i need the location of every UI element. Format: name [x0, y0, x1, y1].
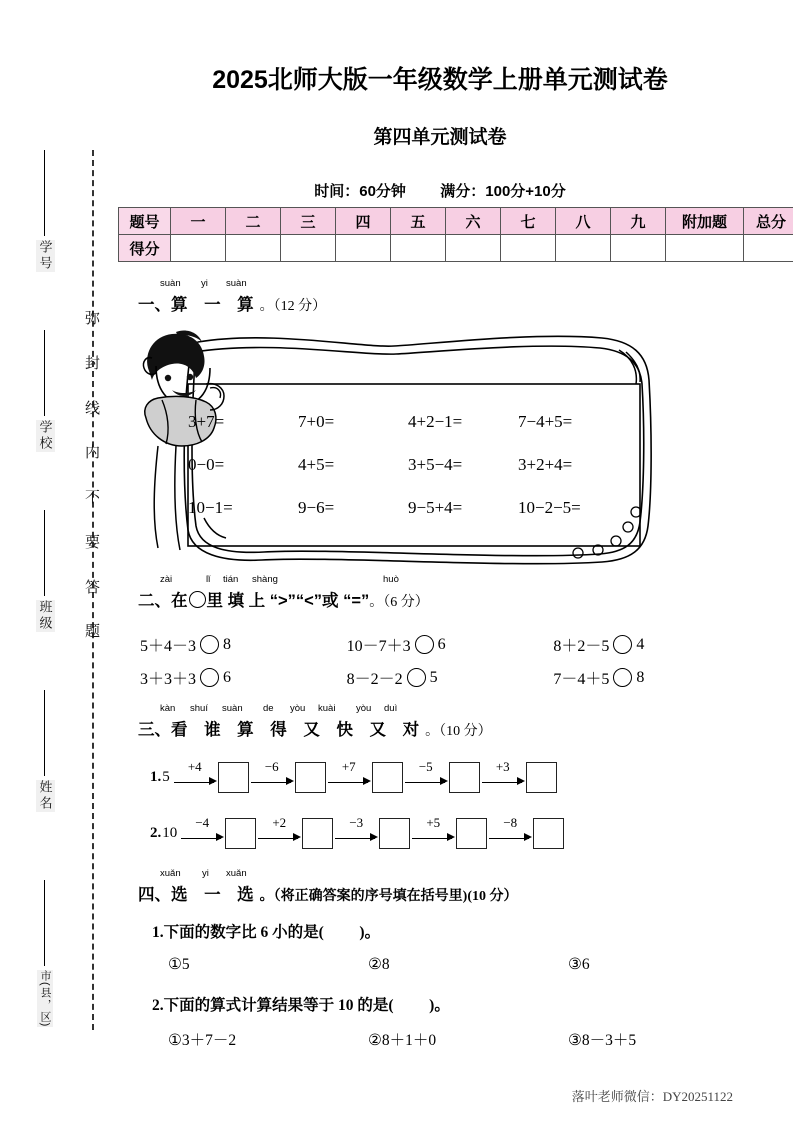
choice-option[interactable]: ③8－3＋5 — [568, 1032, 637, 1049]
section-number: 二、 — [138, 592, 171, 610]
section-number: 三、 — [138, 721, 171, 739]
score-cell[interactable] — [556, 235, 611, 262]
seal-char-4: 不 — [84, 489, 101, 506]
score-cell[interactable] — [281, 235, 336, 262]
score-table-col-6: 六 — [446, 208, 501, 235]
seal-field-student-id[interactable] — [22, 150, 68, 272]
section-title-text: 算 一 算 — [171, 296, 260, 314]
section-title-text: 选 一 选 — [171, 886, 260, 904]
exam-meta — [110, 180, 770, 201]
score-cell[interactable] — [446, 235, 501, 262]
chain-start-value: 5 — [162, 769, 170, 785]
pinyin-syllable: suàn — [226, 278, 247, 289]
arrow-head-icon — [363, 777, 371, 785]
pinyin-syllable: duì — [384, 703, 398, 714]
score-cell[interactable] — [666, 235, 744, 262]
chain-operation: +4 — [187, 758, 202, 774]
arrow-head-icon — [293, 833, 301, 841]
calc-problem[interactable]: 3+5−4= — [408, 454, 463, 474]
seal-field-label: 班级 — [37, 600, 53, 632]
section-number: 一、 — [138, 296, 171, 314]
score-table-col-2: 二 — [226, 208, 281, 235]
seal-char-5: 要 — [84, 533, 101, 551]
seal-field-label: 市(县，区) — [39, 970, 51, 1028]
pinyin-syllable: lǐ — [206, 574, 211, 585]
compare-right: 8 — [223, 635, 232, 653]
chain-arrow — [326, 758, 372, 793]
chain-operation: −6 — [264, 758, 279, 774]
pinyin-syllable: tián — [223, 574, 239, 585]
footer-watermark: 落叶老师微信：DY20251122 — [571, 1089, 733, 1104]
chain-answer-box[interactable] — [456, 818, 487, 849]
compare-left: 3＋3＋3 — [140, 671, 197, 688]
seal-char-0: 弥 — [84, 310, 101, 327]
calc-problem[interactable]: 0−0= — [188, 454, 225, 474]
chain-index: 1. — [150, 769, 162, 785]
seal-char-1: 封 — [84, 354, 101, 372]
chain-answer-box[interactable] — [379, 818, 410, 849]
compare-right: 6 — [437, 635, 446, 653]
pinyin-syllable: shuí — [190, 703, 208, 714]
score-table-col-1: 一 — [171, 208, 226, 235]
seal-field-label: 学校 — [37, 420, 53, 452]
calc-problem[interactable]: 4+5= — [298, 454, 335, 474]
seal-field-label: 学号 — [37, 240, 53, 272]
section-1-title — [138, 291, 326, 315]
chain-arrow — [487, 814, 533, 849]
chain-answer-box[interactable] — [449, 762, 480, 793]
answer-circle[interactable] — [613, 668, 632, 687]
score-cell[interactable] — [391, 235, 446, 262]
arrow-head-icon — [524, 833, 532, 841]
pinyin-syllable: yi — [201, 278, 208, 289]
chain-operation: −4 — [195, 814, 210, 830]
seal-char-7: 题 — [84, 623, 101, 641]
calc-problem[interactable]: 4+2−1= — [408, 411, 463, 431]
chain-arrow — [480, 758, 526, 793]
question-text-end: )。 — [429, 997, 450, 1014]
compare-right: 5 — [429, 668, 438, 686]
calc-problem[interactable]: 9−5+4= — [408, 498, 463, 518]
score-table — [118, 207, 793, 262]
choice-options-1 — [168, 955, 768, 974]
calc-problem-grid — [188, 400, 628, 530]
section-2-pinyin — [138, 574, 429, 587]
compare-left: 5＋4－3 — [140, 638, 197, 655]
section-4-pinyin — [138, 868, 518, 881]
chain-operation: +7 — [341, 758, 356, 774]
pinyin-syllable: yi — [202, 868, 209, 879]
calc-problem[interactable]: 3+2+4= — [518, 454, 573, 474]
section-1-heading — [138, 278, 326, 315]
seal-text-column — [78, 310, 108, 642]
chain-answer-box[interactable] — [533, 818, 564, 849]
calc-problem[interactable]: 7+0= — [298, 411, 335, 431]
arrow-head-icon — [286, 777, 294, 785]
seal-field-class[interactable] — [22, 510, 68, 632]
chain-arrow — [403, 758, 449, 793]
write-rule — [44, 150, 46, 236]
section-number: 四、 — [138, 886, 171, 904]
table-row-scores — [119, 235, 793, 262]
table-row-header — [119, 208, 793, 235]
section-3-heading — [138, 703, 492, 740]
section-points: 。（12 分） — [259, 299, 327, 314]
answer-circle[interactable] — [200, 668, 219, 687]
score-cell[interactable] — [171, 235, 226, 262]
section-3-pinyin — [138, 703, 492, 716]
page-subtitle: 第四单元测试卷 — [373, 127, 507, 148]
chain-arrow — [256, 814, 302, 849]
choice-option[interactable]: ②8＋1＋0 — [368, 1032, 437, 1049]
compare-problem[interactable] — [553, 633, 760, 656]
seal-field-school[interactable] — [22, 330, 68, 452]
chain-arrow — [172, 758, 218, 793]
chain-index: 2. — [150, 825, 162, 841]
score-cell[interactable] — [744, 235, 793, 262]
question-text: 下面的数字比 6 小的是( — [163, 924, 324, 941]
score-table-col-5: 五 — [391, 208, 446, 235]
write-rule — [44, 880, 46, 966]
compare-problem[interactable] — [347, 666, 554, 689]
arrow-head-icon — [216, 833, 224, 841]
compare-circle-icon — [189, 591, 206, 608]
seal-char-6: 答 — [84, 578, 101, 596]
score-table-col-bonus: 附加题 — [666, 208, 744, 235]
compare-problem-grid — [140, 633, 760, 689]
arrow-head-icon — [370, 833, 378, 841]
calc-problem[interactable]: 10−2−5= — [518, 498, 581, 518]
compare-right: 6 — [223, 668, 232, 686]
pinyin-syllable: yòu — [356, 703, 372, 714]
compare-problem[interactable] — [553, 666, 760, 689]
pinyin-syllable: xuǎn — [226, 868, 247, 879]
chain-operation: +2 — [272, 814, 287, 830]
section-4-title — [138, 881, 518, 905]
seal-field-label: 姓名 — [37, 780, 53, 812]
answer-circle[interactable] — [415, 635, 434, 654]
write-rule — [44, 330, 46, 416]
pinyin-syllable: kuài — [318, 703, 336, 714]
number-chain-1 — [150, 758, 557, 793]
chain-answer-box[interactable] — [302, 818, 333, 849]
question-text-end: )。 — [359, 924, 381, 941]
question-text: 下面的算式计算结果等于 10 的是( — [163, 997, 394, 1014]
pinyin-syllable: xuǎn — [160, 868, 181, 879]
calc-problem[interactable]: 10−1= — [188, 498, 233, 518]
score-table-col-8: 八 — [556, 208, 611, 235]
seal-field-name[interactable] — [22, 690, 68, 812]
number-chain-2 — [150, 814, 564, 849]
chain-answer-box[interactable] — [526, 762, 557, 793]
answer-circle[interactable] — [200, 635, 219, 654]
seal-char-2: 线 — [84, 399, 101, 417]
section-title-text-a: 在 — [171, 592, 188, 610]
arrow-head-icon — [440, 777, 448, 785]
calc-problem[interactable]: 9−6= — [298, 498, 335, 518]
chain-operation: +3 — [495, 758, 510, 774]
section-points: 。（6 分） — [369, 595, 429, 610]
page-title: 2025北师大版一年级数学上册单元测试卷 — [212, 66, 668, 94]
chain-start-value: 10 — [162, 825, 178, 841]
section-3-title — [138, 716, 492, 740]
section-points: 。（将正确答案的序号填在括号里)(10 分） — [259, 889, 518, 904]
answer-circle[interactable] — [407, 668, 426, 687]
section-4-heading — [138, 868, 518, 905]
score-table-row-label: 得分 — [119, 235, 171, 262]
chain-answer-box[interactable] — [372, 762, 403, 793]
question-index: 2. — [152, 997, 164, 1014]
arrow-head-icon — [209, 777, 217, 785]
seal-char-3: 内 — [84, 444, 101, 462]
chain-operation: +5 — [426, 814, 441, 830]
chain-operation: −3 — [349, 814, 364, 830]
score-table-row-label: 题号 — [119, 208, 171, 235]
seal-field-district[interactable] — [22, 880, 68, 1027]
question-index: 1. — [152, 924, 164, 941]
compare-left: 7－4＋5 — [553, 671, 610, 688]
score-table-col-7: 七 — [501, 208, 556, 235]
chain-arrow — [410, 814, 456, 849]
pinyin-syllable: shàng — [252, 574, 278, 585]
choice-option[interactable]: ②8 — [368, 956, 390, 973]
choice-options-2 — [168, 1028, 768, 1050]
compare-right: 8 — [636, 668, 645, 686]
chain-answer-box[interactable] — [225, 818, 256, 849]
seal-margin — [0, 0, 110, 1122]
calc-problem[interactable]: 3+7= — [188, 411, 225, 431]
compare-left: 8＋2－5 — [553, 638, 610, 655]
chain-answer-box[interactable] — [218, 762, 249, 793]
choice-option[interactable]: ①3＋7－2 — [168, 1032, 237, 1049]
compare-left: 8－2－2 — [346, 671, 403, 688]
pinyin-syllable: zài — [160, 574, 173, 585]
score-cell[interactable] — [336, 235, 391, 262]
compare-problem[interactable] — [140, 666, 347, 689]
arrow-head-icon — [517, 777, 525, 785]
choice-option[interactable]: ①5 — [168, 956, 190, 973]
pinyin-syllable: suàn — [160, 278, 181, 289]
chain-arrow — [179, 814, 225, 849]
pinyin-syllable: kàn — [160, 703, 176, 714]
chain-operation: −8 — [503, 814, 518, 830]
section-2-heading — [138, 574, 429, 611]
section-2-title — [138, 587, 429, 611]
pinyin-syllable: suàn — [222, 703, 243, 714]
score-cell[interactable] — [501, 235, 556, 262]
compare-problem[interactable] — [347, 633, 554, 656]
calc-problem[interactable]: 7−4+5= — [518, 411, 573, 431]
compare-right: 4 — [636, 635, 645, 653]
section-title-text-b: 里 填 上 “>”“<”或 “=” — [206, 592, 370, 610]
score-table-col-9: 九 — [611, 208, 666, 235]
compare-problem[interactable] — [140, 633, 347, 656]
score-table-col-total: 总分 — [744, 208, 793, 235]
arrow-head-icon — [447, 833, 455, 841]
pinyin-syllable: yòu — [290, 703, 306, 714]
chain-arrow — [249, 758, 295, 793]
pinyin-syllable: huò — [383, 574, 399, 585]
section-points: 。（10 分） — [425, 724, 492, 739]
choice-question-1 — [152, 920, 380, 942]
compare-left: 10－7＋3 — [346, 638, 411, 655]
score-table-col-3: 三 — [281, 208, 336, 235]
section-title-text: 看 谁 算 得 又 快 又 对 — [171, 721, 426, 739]
total-score-label: 满分：100分+10分 — [440, 183, 566, 200]
chain-answer-box[interactable] — [295, 762, 326, 793]
score-cell[interactable] — [226, 235, 281, 262]
score-cell[interactable] — [611, 235, 666, 262]
chain-operation: −5 — [418, 758, 433, 774]
choice-question-2 — [152, 993, 450, 1015]
calc-board — [132, 322, 662, 572]
chain-arrow — [333, 814, 379, 849]
time-label: 时间：60分钟 — [314, 183, 406, 200]
pinyin-syllable: de — [263, 703, 274, 714]
answer-circle[interactable] — [613, 635, 632, 654]
choice-option[interactable]: ③6 — [568, 956, 590, 973]
write-rule — [44, 690, 46, 776]
section-1-pinyin — [138, 278, 326, 291]
score-table-col-4: 四 — [336, 208, 391, 235]
write-rule — [44, 510, 46, 596]
